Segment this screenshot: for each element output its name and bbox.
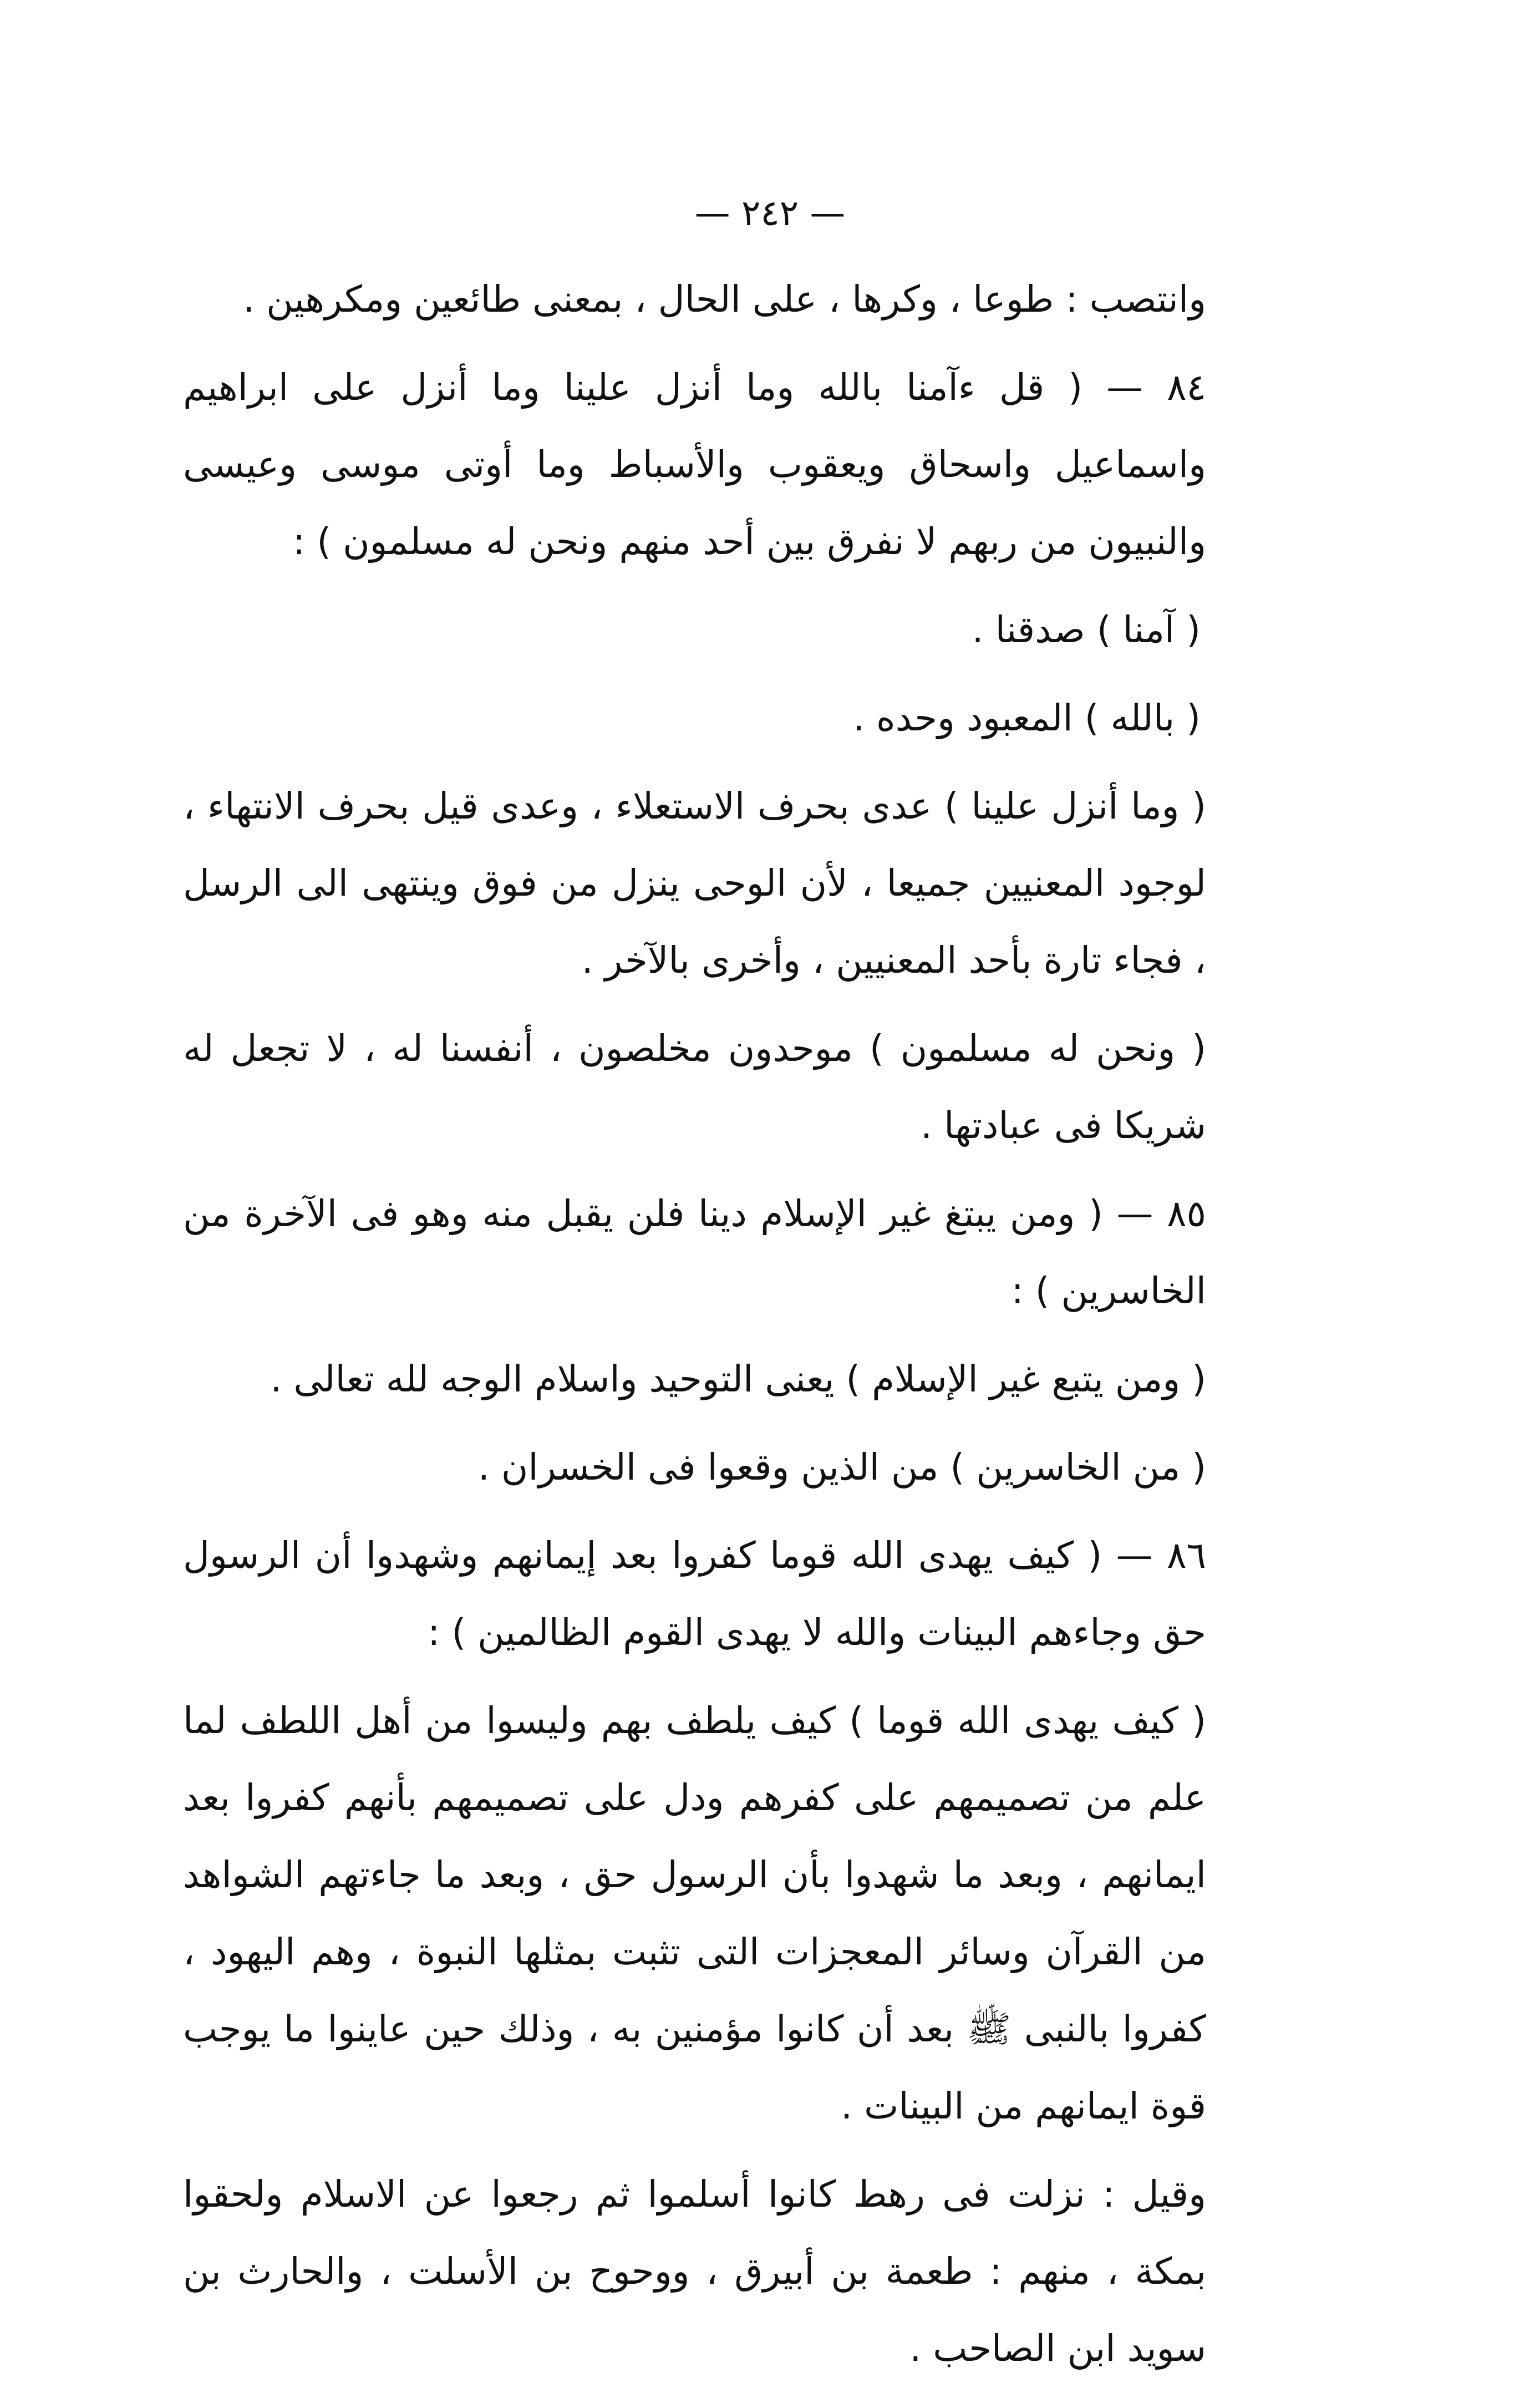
paragraph-amanna-gloss: ( آمنا ) صدقنا . (972, 608, 1201, 651)
page-body (183, 261, 1239, 2398)
paragraph-kayfa-yahdi-gloss: ( كيف يهدى الله قوما ) كيف يلطف بهم وليسوا من أهل اللطف لما علم من تصميمهم على كفرهم ودل على تصميمهم بأنهم كفروا بعد ايمانهم ، وبعد ما شهدوا بأن الرسول حق ، وبعد ما جاءتهم الشواهد من القرآن وسائر المعجزات التى تثبت بمثلها النبوة ، وهم اليهود ، كفروا بالنبى ﷺ بعد أن كانوا مؤمنين به ، وذلك حين عاينوا ما يوجب قوة ايمانهم من البينات . (183, 1699, 1206, 2127)
paragraph-islam-gloss: ( ومن يتبع غير الإسلام ) يعنى التوحيد واسلام الوجه لله تعالى . (270, 1358, 1206, 1400)
paragraph-billah-gloss: ( بالله ) المعبود وحده . (853, 697, 1201, 739)
paragraph-revelation-context: وقيل : نزلت فى رهط كانوا أسلموا ثم رجعوا عن الاسلام ولحقوا بمكة ، منهم : طعمة بن أبيرق ، ووحوح بن الأسلت ، والحارث بن سويد ابن الصاحب . (183, 2173, 1206, 2370)
paragraph-anzala-gloss: ( وما أنزل علينا ) عدى بحرف الاستعلاء ، وعدى قيل بحرف الانتهاء ، لوجود المعنيين جميعا ، لأن الوحى ينزل من فوق وينتهى الى الرسل ، فجاء تارة بأحد المعنيين ، وأخرى بالآخر . (183, 785, 1206, 982)
paragraph-khasirin-gloss: ( من الخاسرين ) من الذين وقعوا فى الخسران . (477, 1446, 1206, 1488)
paragraph-verse-84: ٨٤ — ( قل ءآمنا بالله وما أنزل علينا وما أنزل على ابراهيم واسماعيل واسحاق ويعقوب والأسباط وما أوتى موسى وعيسى والنبيون من ربهم لا نفرق بين أحد منهم ونحن له مسلمون ) : (183, 366, 1206, 563)
page-number: — ٢٤٢ — (694, 193, 846, 234)
paragraph-verse-85: ٨٥ — ( ومن يبتغ غير الإسلام دينا فلن يقبل منه وهو فى الآخرة من الخاسرين ) : (183, 1192, 1206, 1312)
paragraph-intonation-note: وانتصب : طوعا ، وكرها ، على الحال ، بمعنى طائعين ومكرهين . (243, 278, 1206, 321)
paragraph-verse-86: ٨٦ — ( كيف يهدى الله قوما كفروا بعد إيمانهم وشهدوا أن الرسول حق وجاءهم البينات والله لا يهدى القوم الظالمين ) : (183, 1534, 1206, 1654)
paragraph-muslimun-gloss: ( ونحن له مسلمون ) موحدون مخلصون ، أنفسنا له ، لا تجعل له شريكا فى عبادتها . (183, 1027, 1206, 1147)
